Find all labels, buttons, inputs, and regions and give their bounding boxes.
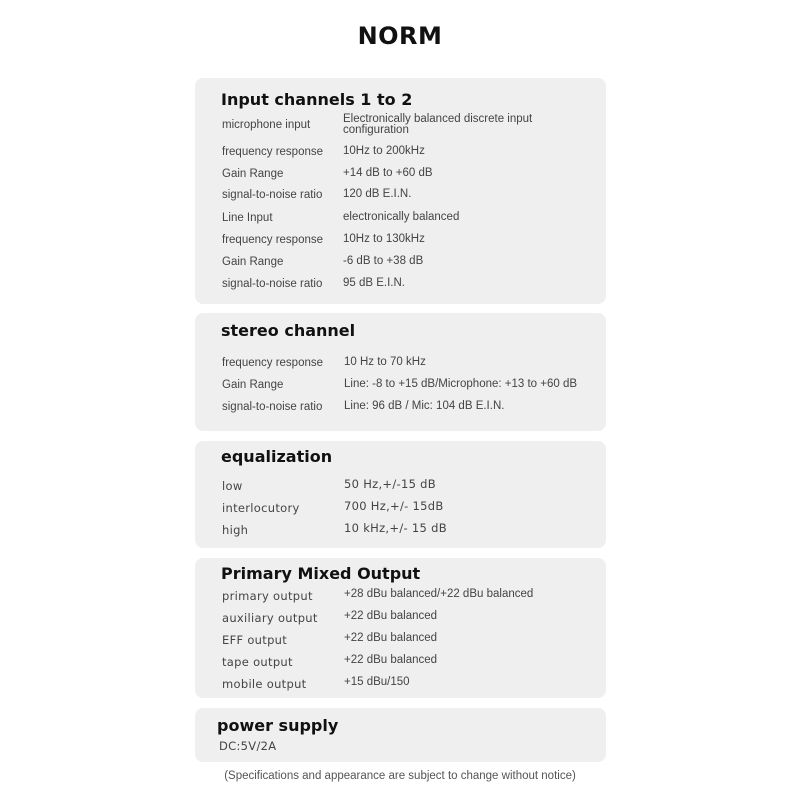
disclaimer-note: (Specifications and appearance are subject to change without notice) xyxy=(224,770,576,782)
spec-value: +22 dBu balanced xyxy=(344,654,438,666)
spec-label: microphone input xyxy=(222,119,311,131)
input-channels-heading: Input channels 1 to 2 xyxy=(221,90,413,109)
spec-label: frequency response xyxy=(222,146,324,158)
input-channels-card xyxy=(195,78,606,304)
spec-label: Gain Range xyxy=(222,379,284,391)
spec-label: signal-to-noise ratio xyxy=(222,278,323,290)
stereo-channel-card xyxy=(195,313,606,431)
primary-mixed-output-card xyxy=(195,558,606,698)
primary-mixed-output-heading: Primary Mixed Output xyxy=(221,564,421,583)
page-title: NORM xyxy=(357,22,443,50)
spec-label: high xyxy=(222,523,249,537)
spec-value: 700 Hz,+/- 15dB xyxy=(344,499,444,513)
spec-label: Line Input xyxy=(222,212,273,224)
spec-label: low xyxy=(222,479,243,493)
spec-value: electronically balanced xyxy=(343,211,460,223)
power-supply-heading: power supply xyxy=(217,716,339,735)
spec-value: +14 dB to +60 dB xyxy=(343,167,433,179)
spec-label: frequency response xyxy=(222,234,324,246)
spec-value: Electronically balanced discrete input configuration xyxy=(343,113,533,136)
equalization-heading: equalization xyxy=(221,447,333,466)
spec-value: 10Hz to 200kHz xyxy=(343,145,425,157)
spec-value: DC:5V/2A xyxy=(219,739,277,753)
spec-label: primary output xyxy=(222,589,313,603)
spec-label: interlocutory xyxy=(222,501,300,515)
spec-label: Gain Range xyxy=(222,168,284,180)
spec-value: +15 dBu/150 xyxy=(344,676,410,688)
spec-value: 95 dB E.I.N. xyxy=(343,277,406,289)
stereo-channel-heading: stereo channel xyxy=(221,321,356,340)
spec-label: signal-to-noise ratio xyxy=(222,401,323,413)
spec-label: tape output xyxy=(222,655,293,669)
spec-label: EFF output xyxy=(222,633,288,647)
spec-value: +22 dBu balanced xyxy=(344,610,438,622)
spec-value: 10 Hz to 70 kHz xyxy=(344,356,426,368)
spec-value: 120 dB E.I.N. xyxy=(343,188,412,200)
spec-label: frequency response xyxy=(222,357,324,369)
spec-label: auxiliary output xyxy=(222,611,318,625)
spec-value: Line: 96 dB / Mic: 104 dB E.I.N. xyxy=(344,400,505,412)
spec-value: -6 dB to +38 dB xyxy=(343,255,424,267)
power-supply-card xyxy=(195,708,606,762)
spec-label: signal-to-noise ratio xyxy=(222,189,323,201)
spec-value: 10Hz to 130kHz xyxy=(343,233,425,245)
spec-label: mobile output xyxy=(222,677,307,691)
spec-value: 50 Hz,+/-15 dB xyxy=(344,477,436,491)
spec-value: +22 dBu balanced xyxy=(344,632,438,644)
spec-value: +28 dBu balanced/+22 dBu balanced xyxy=(344,588,534,600)
equalization-card xyxy=(195,441,606,548)
spec-label: Gain Range xyxy=(222,256,284,268)
spec-value: Line: -8 to +15 dB/Microphone: +13 to +60 dB xyxy=(344,378,578,390)
spec-value: 10 kHz,+/- 15 dB xyxy=(344,521,447,535)
